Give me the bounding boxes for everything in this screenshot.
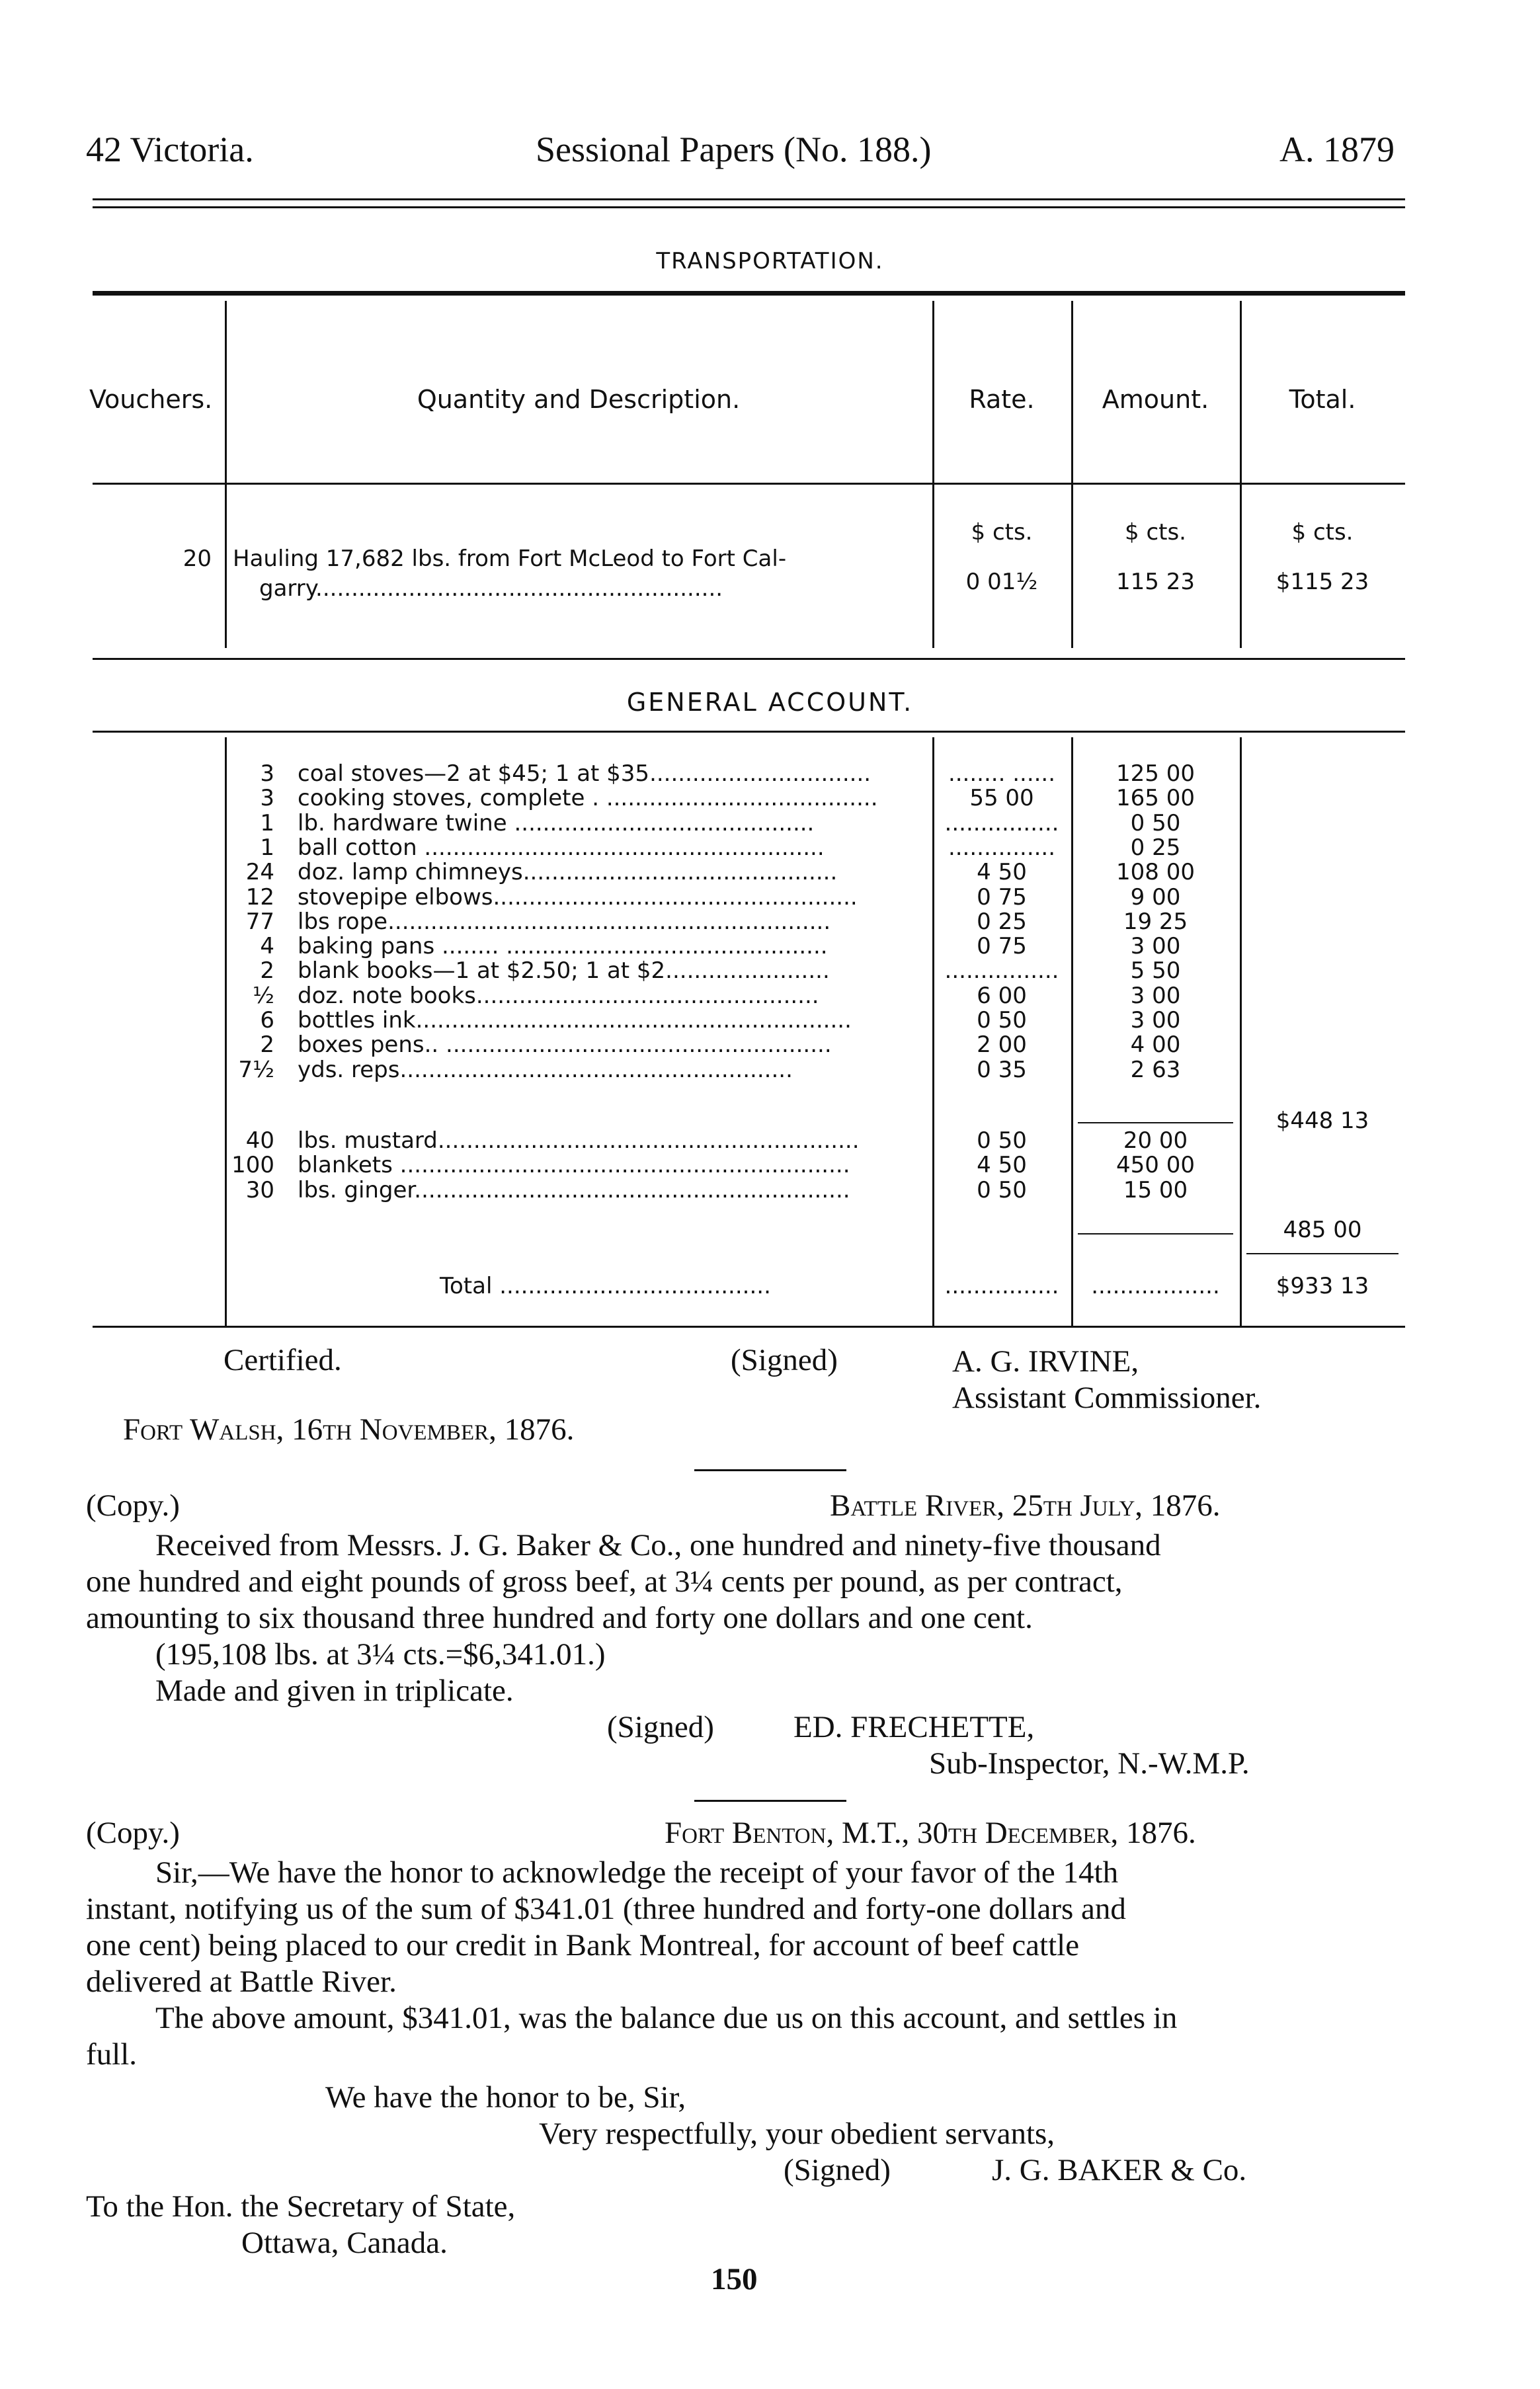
letter2-line-4: delivered at Battle River. <box>86 1964 397 1999</box>
item-rate: ................ <box>944 809 1059 836</box>
item-description: stovepipe elbows................................................... <box>298 883 858 911</box>
amount-subtotal-rule-2 <box>1078 1233 1233 1235</box>
letter2-line-5: The above amount, $341.01, was the balance due us on this account, and settles in <box>155 2001 1178 2035</box>
item-qty: 3 <box>260 785 274 812</box>
item-description: doz. lamp chimneys............................................ <box>298 859 838 886</box>
transportation-title: TRANSPORTATION. <box>656 248 884 274</box>
item-amount: 450 00 <box>1116 1152 1195 1179</box>
item-amount: 0 25 <box>1130 834 1181 861</box>
item-amount: 5 50 <box>1130 957 1181 985</box>
item-description: ball cotton ........................................................ <box>298 834 825 861</box>
letter2-closing-1: We have the honor to be, Sir, <box>325 2080 686 2115</box>
certified-text: Certified. <box>223 1343 342 1377</box>
item-qty: 2 <box>260 1032 274 1059</box>
item-amount: 4 00 <box>1130 1032 1181 1059</box>
col-divider-1 <box>225 301 227 648</box>
certification-signed: (Signed) <box>731 1343 838 1377</box>
total-amount-dots: .................. <box>1091 1273 1220 1299</box>
item-rate: 0 50 <box>977 1007 1027 1033</box>
col-header-vouchers: Vouchers. <box>89 385 213 414</box>
item-rate: 0 50 <box>977 1127 1027 1154</box>
item-qty: 77 <box>245 908 274 935</box>
page-number: 150 <box>711 2262 758 2296</box>
item-amount: 15 00 <box>1123 1176 1188 1203</box>
item-description: bottles ink............................................................. <box>298 1007 852 1033</box>
total-unit: $ cts. <box>1291 519 1354 546</box>
item-amount: 2 63 <box>1130 1056 1181 1083</box>
item-description: lb. hardware twine .......................................... <box>298 809 815 836</box>
item-qty: 24 <box>245 859 274 886</box>
item-rate: 4 50 <box>977 859 1027 886</box>
certification-place-date: Fort Walsh, 16th November, 1876. <box>123 1412 575 1447</box>
item-rate: 0 75 <box>977 883 1027 911</box>
rate-unit: $ cts. <box>971 519 1033 546</box>
grand-total: $933 13 <box>1276 1273 1369 1299</box>
subtotal-1: $448 13 <box>1276 1108 1369 1134</box>
item-qty: 30 <box>245 1176 274 1203</box>
col-header-amount: Amount. <box>1102 385 1209 414</box>
addressee-line-2: Ottawa, Canada. <box>241 2226 448 2260</box>
item-rate: ............... <box>948 834 1056 861</box>
letter1-place-date: Battle River, 25th July, 1876. <box>830 1488 1221 1523</box>
item-qty: 100 <box>231 1152 274 1179</box>
letter2-place-date: Fort Benton, M.T., 30th December, 1876. <box>665 1816 1196 1850</box>
item-description: coal stoves—2 at $45; 1 at $35............................... <box>298 760 871 787</box>
item-description: yds. reps....................................................... <box>298 1056 793 1083</box>
running-head-left: 42 Victoria. <box>86 130 254 169</box>
item-rate: 6 00 <box>977 982 1027 1009</box>
letter1-title: Sub-Inspector, N.-W.M.P. <box>929 1746 1250 1781</box>
running-head-right: A. 1879 <box>1279 130 1395 169</box>
letter2-line-2: instant, notifying us of the sum of $341.01 (three hundred and forty-one dollars and <box>86 1892 1126 1926</box>
letter2-name: J. G. BAKER & Co. <box>992 2153 1247 2187</box>
item-qty: 3 <box>260 760 274 787</box>
item-qty: 12 <box>245 883 274 911</box>
transport-desc-line2: garry......................................................... <box>259 575 723 602</box>
general-top-rule <box>93 731 1405 733</box>
item-amount: 3 00 <box>1130 982 1181 1009</box>
amount-unit: $ cts. <box>1125 519 1186 546</box>
item-description: lbs rope.............................................................. <box>298 908 831 935</box>
transport-desc-line1: Hauling 17,682 lbs. from Fort McLeod to Fort Cal- <box>233 546 787 572</box>
item-qty: 1 <box>260 834 274 861</box>
transport-amount: 115 23 <box>1116 569 1195 595</box>
item-rate: ........ ...... <box>948 760 1056 787</box>
header-rule-1 <box>93 198 1405 200</box>
total-rate-dots: ................ <box>944 1273 1059 1299</box>
item-rate: 0 75 <box>977 933 1027 960</box>
letter2-line-6: full. <box>86 2037 138 2072</box>
letter1-copy: (Copy.) <box>86 1488 180 1523</box>
item-description: boxes pens.. ...................................................... <box>298 1032 832 1059</box>
letter2-closing-2: Very respectfully, your obedient servants, <box>539 2117 1055 2151</box>
item-qty: 1 <box>260 809 274 836</box>
letter2-line-3: one cent) being placed to our credit in Bank Montreal, for account of beef cattle <box>86 1928 1080 1963</box>
certification-name: A. G. IRVINE, <box>952 1344 1139 1379</box>
letter1-line-4: (195,108 lbs. at 3¼ cts.=$6,341.01.) <box>155 1637 606 1672</box>
running-head-center: Sessional Papers (No. 188.) <box>536 130 932 169</box>
col-divider-3 <box>1071 301 1073 648</box>
item-description: lbs. ginger............................................................. <box>298 1176 850 1203</box>
letter2-signed: (Signed) <box>784 2153 891 2187</box>
item-qty: 4 <box>260 933 274 960</box>
item-rate: 55 00 <box>969 785 1034 812</box>
col-header-total: Total. <box>1289 385 1356 414</box>
amount-subtotal-rule-1 <box>1078 1122 1233 1123</box>
transportation-bottom-rule <box>93 658 1405 660</box>
addressee-line-1: To the Hon. the Secretary of State, <box>86 2189 516 2224</box>
item-amount: 19 25 <box>1123 908 1188 935</box>
item-qty: 2 <box>260 957 274 985</box>
transport-rate: 0 01½ <box>965 569 1038 595</box>
total-label: Total ...................................... <box>440 1273 771 1299</box>
general-bottom-rule <box>93 1326 1405 1328</box>
letter2-line-1: Sir,—We have the honor to acknowledge the receipt of your favor of the 14th <box>155 1855 1119 1890</box>
letter1-name: ED. FRECHETTE, <box>793 1710 1035 1744</box>
item-qty: 6 <box>260 1007 274 1033</box>
separator-2 <box>694 1800 846 1802</box>
item-amount: 165 00 <box>1116 785 1195 812</box>
col-divider-4 <box>1240 301 1242 648</box>
letter2-copy: (Copy.) <box>86 1816 180 1850</box>
item-rate: 2 00 <box>977 1032 1027 1059</box>
item-rate: 4 50 <box>977 1152 1027 1179</box>
item-amount: 20 00 <box>1123 1127 1188 1154</box>
header-rule-2 <box>93 206 1405 208</box>
item-qty: 7½ <box>238 1056 274 1083</box>
letter1-line-5: Made and given in triplicate. <box>155 1674 514 1708</box>
item-description: doz. note books................................................ <box>298 982 819 1009</box>
item-qty: ½ <box>253 982 274 1009</box>
item-description: lbs. mustard........................................................... <box>298 1127 860 1154</box>
item-description: baking pans ........ ............................................. <box>298 933 828 960</box>
col-divider-2 <box>932 301 934 648</box>
item-amount: 108 00 <box>1116 859 1195 886</box>
separator-1 <box>694 1469 846 1471</box>
item-qty: 40 <box>245 1127 274 1154</box>
transportation-top-rule <box>93 291 1405 296</box>
col-header-rate: Rate. <box>969 385 1035 414</box>
item-amount: 3 00 <box>1130 933 1181 960</box>
item-rate: 0 35 <box>977 1056 1027 1083</box>
item-rate: ................ <box>944 957 1059 985</box>
item-rate: 0 25 <box>977 908 1027 935</box>
item-amount: 9 00 <box>1130 883 1181 911</box>
voucher-number: 20 <box>182 546 212 572</box>
letter1-line-2: one hundred and eight pounds of gross beef, at 3¼ cents per pound, as per contract, <box>86 1564 1123 1599</box>
subtotal-2: 485 00 <box>1283 1217 1362 1243</box>
item-description: blank books—1 at $2.50; 1 at $2....................... <box>298 957 830 985</box>
letter1-signed: (Signed) <box>607 1710 714 1744</box>
transport-total: $115 23 <box>1276 569 1369 595</box>
col-header-description: Quantity and Description. <box>417 385 741 414</box>
general-account-title: GENERAL ACCOUNT. <box>626 688 914 717</box>
header-bottom-rule <box>93 483 1405 485</box>
item-amount: 0 50 <box>1130 809 1181 836</box>
item-rate: 0 50 <box>977 1176 1027 1203</box>
total-subtotal-rule <box>1246 1253 1398 1254</box>
item-description: blankets ............................................................... <box>298 1152 850 1179</box>
certification-title: Assistant Commissioner. <box>952 1381 1262 1415</box>
letter1-line-1: Received from Messrs. J. G. Baker & Co., one hundred and ninety-five thousand <box>155 1528 1161 1562</box>
item-amount: 3 00 <box>1130 1007 1181 1033</box>
item-description: cooking stoves, complete . ...................................... <box>298 785 878 812</box>
letter1-line-3: amounting to six thousand three hundred and forty one dollars and one cent. <box>86 1601 1033 1635</box>
item-amount: 125 00 <box>1116 760 1195 787</box>
